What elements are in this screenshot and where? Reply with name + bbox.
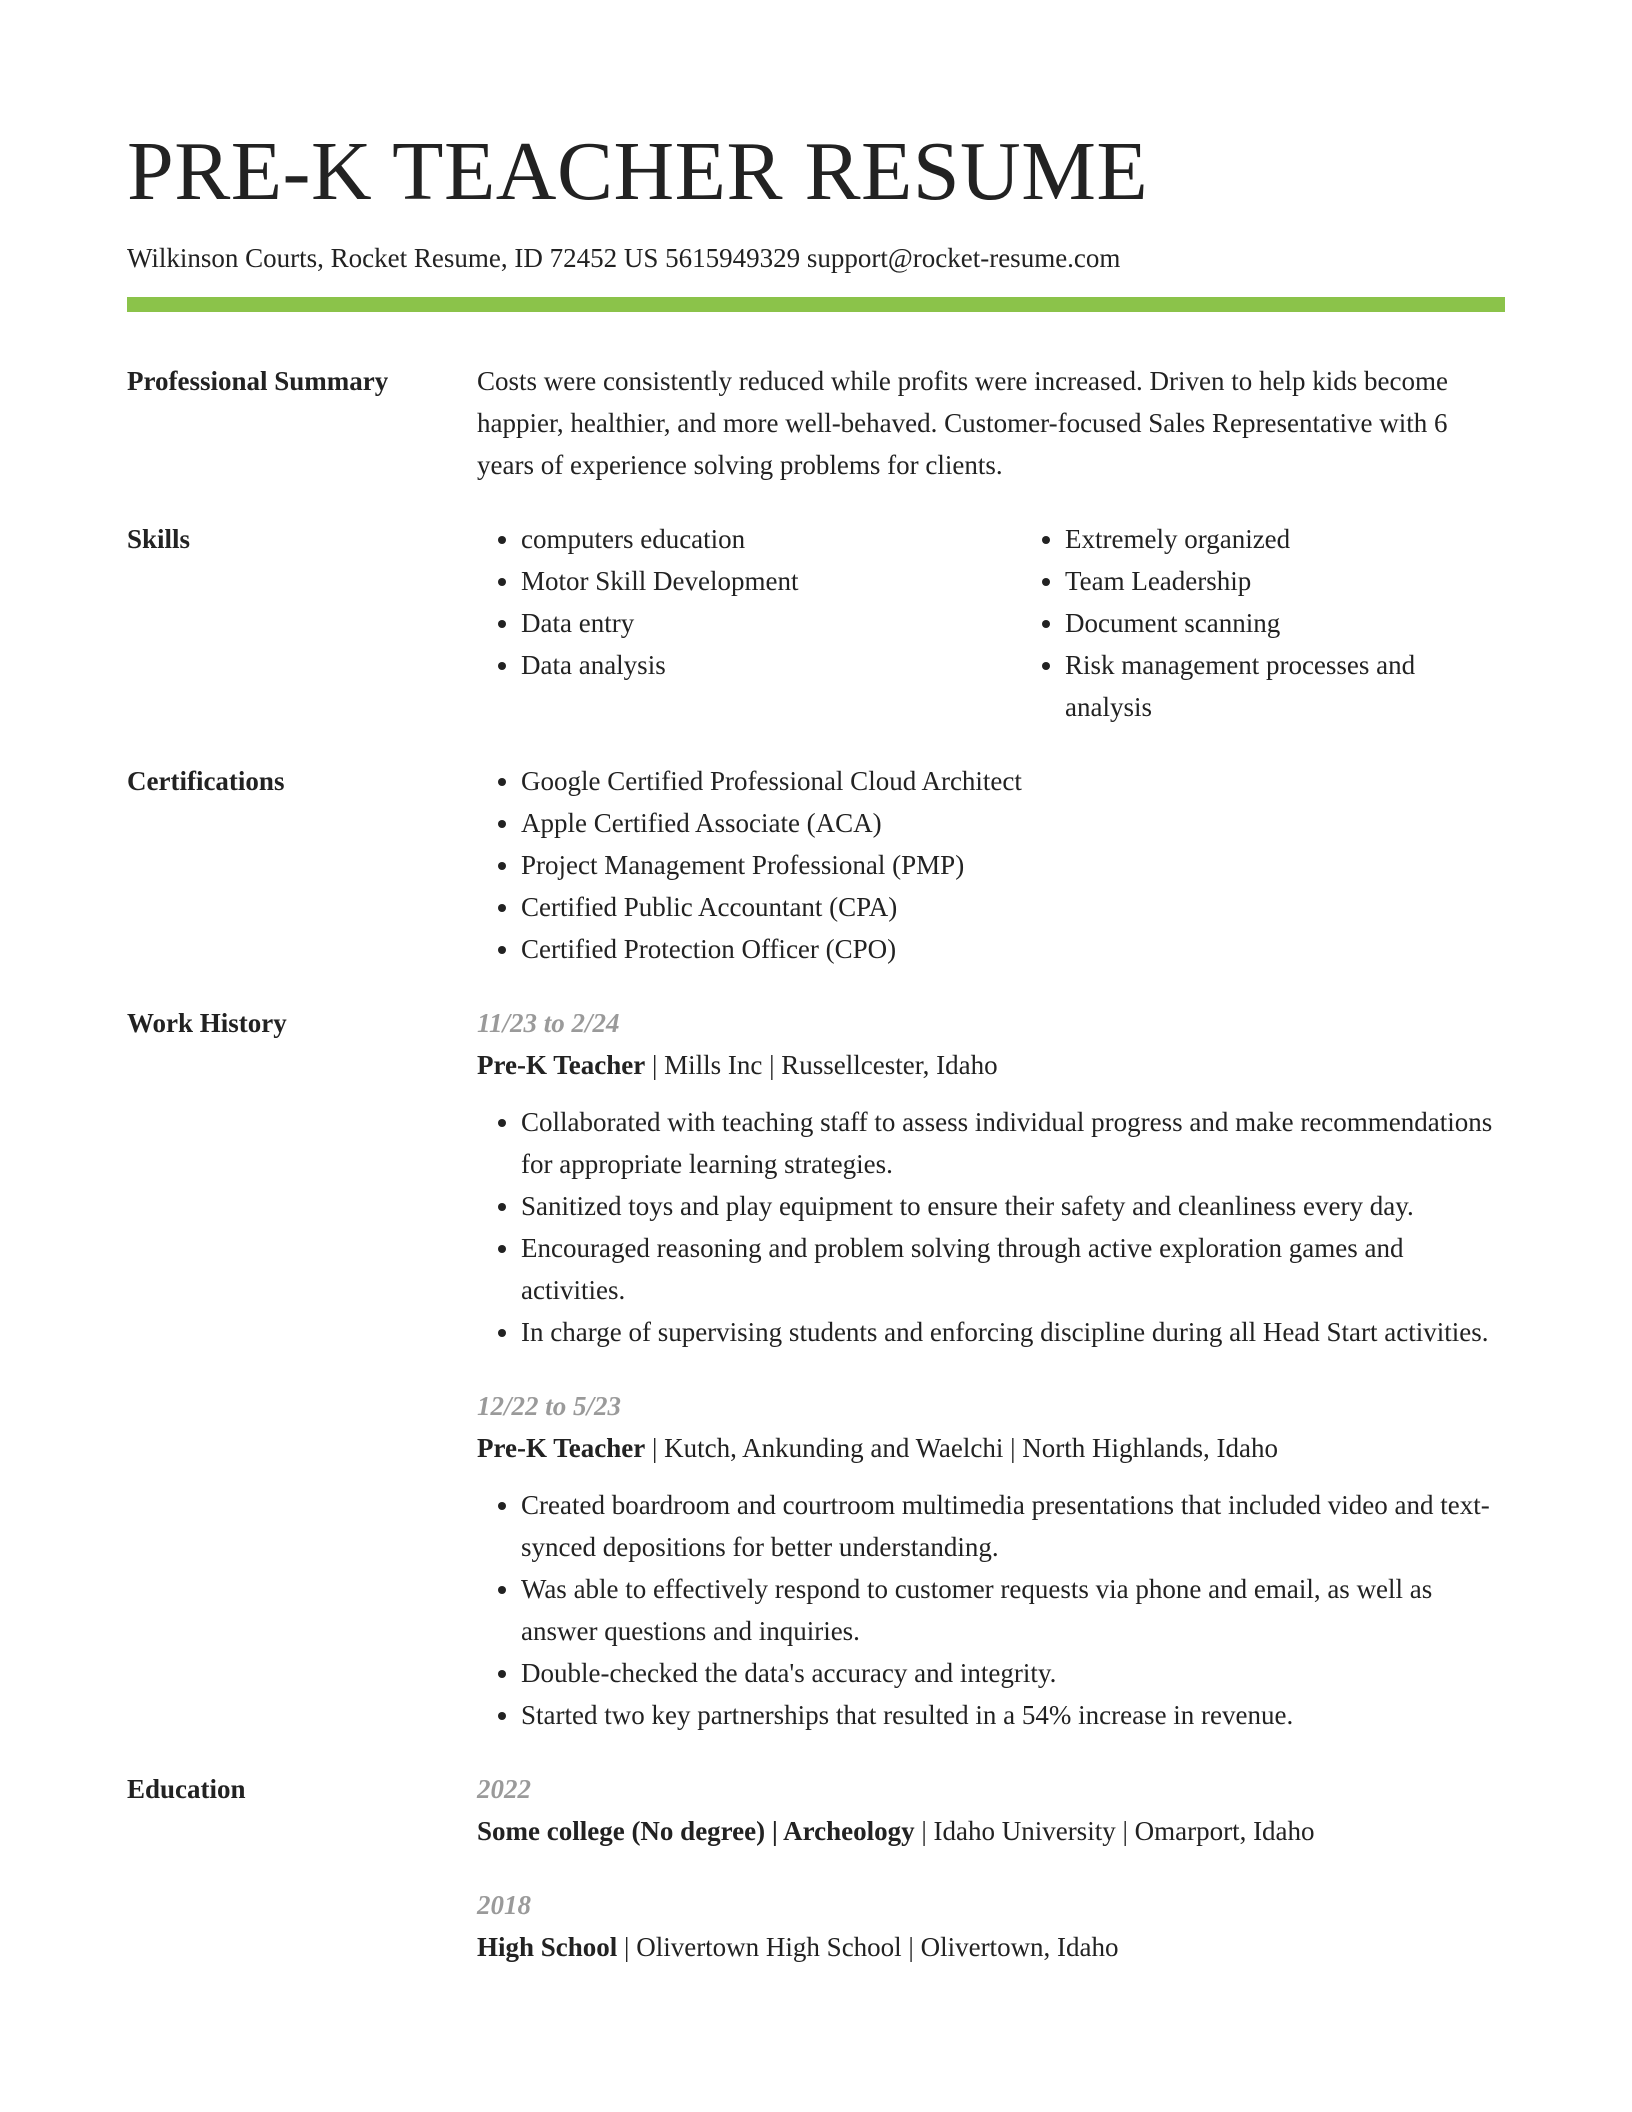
skill-item: • Motor Skill Development: [521, 560, 1021, 602]
job-bullet: • Encouraged reasoning and problem solving through active exploration games and activities.: [521, 1227, 1505, 1311]
certification-item: • Certified Protection Officer (CPO): [521, 928, 1505, 970]
job-bullet: • Was able to effectively respond to customer requests via phone and email, as well as answer questions and inquiries.: [521, 1568, 1505, 1652]
section-label: Certifications: [127, 766, 285, 797]
skills-grid: [477, 518, 1505, 728]
skill-item: • Team Leadership: [1065, 560, 1505, 602]
education-entry: [477, 1768, 1505, 1852]
certifications-section: [127, 760, 1505, 970]
job-dates: 12/22 to 5/23: [477, 1391, 622, 1422]
skill-item: • Extremely organized: [1065, 518, 1505, 560]
job-bullet: • Double-checked the data's accuracy and integrity.: [521, 1652, 1505, 1694]
skill-item: • Risk management processes and analysis: [1065, 644, 1505, 728]
certification-item: • Certified Public Accountant (CPA): [521, 886, 1505, 928]
resume-title: PRE-K TEACHER RESUME: [127, 125, 1149, 218]
job-bullet: • Sanitized toys and play equipment to ensure their safety and cleanliness every day.: [521, 1185, 1505, 1227]
education-heading: [477, 1926, 1505, 1968]
skill-item: • Data entry: [521, 602, 1021, 644]
education-heading: [477, 1810, 1505, 1852]
job-dates: 11/23 to 2/24: [477, 1008, 620, 1039]
accent-divider: [127, 297, 1505, 312]
professional-summary-section: [127, 360, 1505, 486]
job-entry: [477, 1002, 1505, 1353]
education-section: [127, 1768, 1505, 1968]
job-heading: [477, 1044, 1505, 1086]
job-entry: [477, 1385, 1505, 1736]
certifications-list: [477, 760, 1505, 970]
skill-item: • computers education: [521, 518, 1021, 560]
contact-line: Wilkinson Courts, Rocket Resume, ID 72452 US 5615949329 support@rocket-resume.com: [127, 243, 1121, 273]
certification-item: • Project Management Professional (PMP): [521, 844, 1505, 886]
job-bullet: • Collaborated with teaching staff to assess individual progress and make recommendations for appropriate learning strategies.: [521, 1101, 1505, 1185]
education-degree: High School: [477, 1932, 618, 1963]
job-bullet: • Started two key partnerships that resulted in a 54% increase in revenue.: [521, 1694, 1505, 1736]
job-bullets: [477, 1101, 1505, 1353]
summary-text: Costs were consistently reduced while profits were increased. Driven to help kids become happier, healthier, and more well-behaved. Customer-focused Sales Representative with 6 years of experience solving problems for clients.: [477, 366, 1448, 481]
job-details: | Mills Inc | Russellcester, Idaho: [645, 1050, 998, 1081]
section-label: Professional Summary: [127, 366, 389, 397]
job-bullet: • In charge of supervising students and enforcing discipline during all Head Start activities.: [521, 1311, 1505, 1353]
skill-item: • Data analysis: [521, 644, 1021, 686]
job-heading: [477, 1427, 1505, 1469]
job-title: Pre-K Teacher: [477, 1433, 646, 1464]
section-label: Skills: [127, 524, 191, 555]
job-bullets: [477, 1484, 1505, 1736]
job-title: Pre-K Teacher: [477, 1050, 646, 1081]
skill-item: • Document scanning: [1065, 602, 1505, 644]
education-details: | Olivertown High School | Olivertown, Idaho: [617, 1932, 1119, 1963]
section-label: Education: [127, 1774, 246, 1805]
education-year: 2018: [477, 1890, 531, 1921]
skills-section: [127, 518, 1505, 728]
certification-item: • Google Certified Professional Cloud Architect: [521, 760, 1505, 802]
skills-list-column-1: [477, 518, 1021, 728]
work-history-section: [127, 1002, 1505, 1736]
education-year: 2022: [477, 1774, 531, 1805]
education-degree: Some college (No degree) | Archeology: [477, 1816, 915, 1847]
education-details: | Idaho University | Omarport, Idaho: [914, 1816, 1315, 1847]
job-details: | Kutch, Ankunding and Waelchi | North Highlands, Idaho: [645, 1433, 1279, 1464]
education-entry: [477, 1884, 1505, 1968]
section-label: Work History: [127, 1008, 287, 1039]
certification-item: • Apple Certified Associate (ACA): [521, 802, 1505, 844]
job-bullet: • Created boardroom and courtroom multimedia presentations that included video and text-synced depositions for better understanding.: [521, 1484, 1505, 1568]
skills-list-column-2: [1021, 518, 1505, 728]
